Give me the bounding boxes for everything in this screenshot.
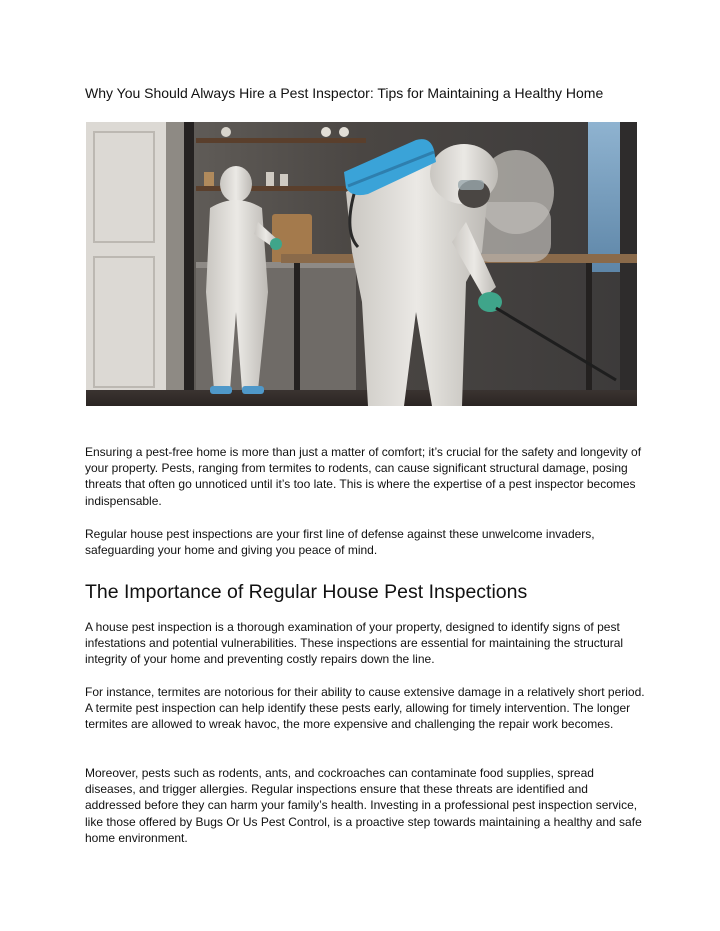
section-heading: The Importance of Regular House Pest Inspections — [85, 581, 528, 603]
section-paragraph-3: Moreover, pests such as rodents, ants, and cockroaches can contaminate food supplies, spread diseases, and trigger allergies. Regular inspections ensure that these threats are identified and addressed before they can harm your family’s health. Investing in a professional pest inspection service, like those offered by Bugs Or Us Pest Control, is a proactive step towards maintaining a healthy and safe home environment. — [85, 766, 642, 845]
intro-paragraph-2: Regular house pest inspections are your first line of defense against these unwelcome invaders, safeguarding your home and giving you peace of mind. — [85, 527, 595, 558]
hero-photo — [86, 122, 637, 406]
document-title: Why You Should Always Hire a Pest Inspector: Tips for Maintaining a Healthy Home — [85, 85, 604, 101]
intro-paragraph-1: Ensuring a pest-free home is more than just a matter of comfort; it’s crucial for the safety and longevity of your property. Pests, ranging from termites to rodents, can cause significant structural damage, posing threats that often go unnoticed until it’s too late. This is where the expertise of a pest inspector becomes indispensable. — [85, 445, 642, 508]
section-paragraph-1: A house pest inspection is a thorough examination of your property, designed to identify signs of pest infestations and potential vulnerabilities. These inspections are essential for maintaining the structural integrity of your home and preventing costly repairs down the line. — [85, 620, 624, 667]
section-paragraph-2: For instance, termites are notorious for their ability to cause extensive damage in a relatively short period. A termite pest inspection can help identify these pests early, allowing for timely intervention. The longer termites are allowed to wreak havoc, the more expensive and challenging the repair work becomes. — [85, 685, 645, 732]
